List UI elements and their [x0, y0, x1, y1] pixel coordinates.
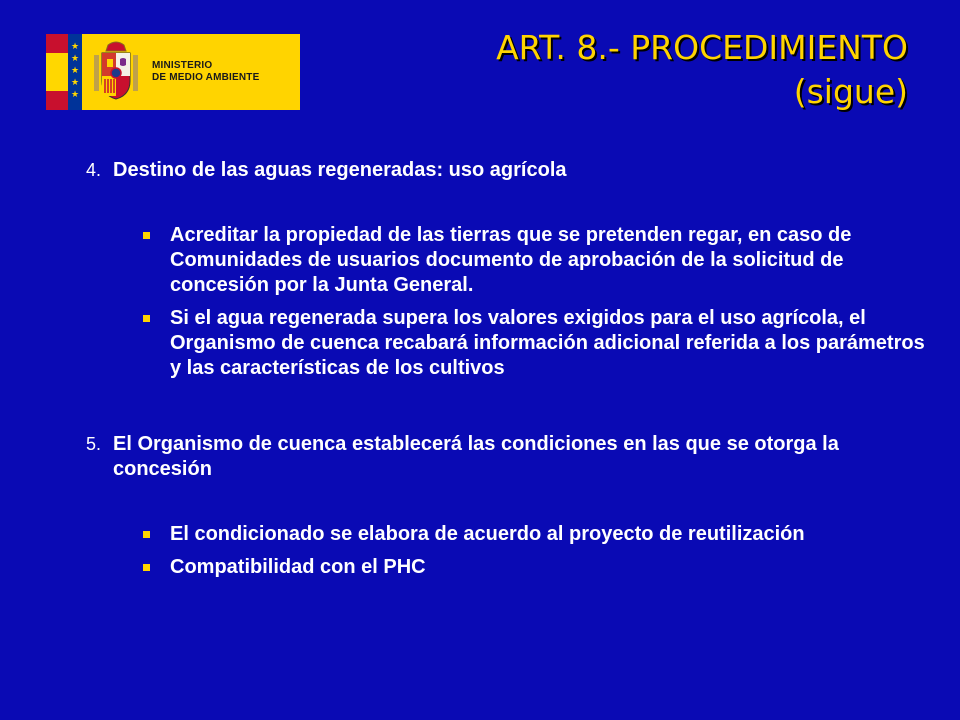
slide-content	[86, 158, 936, 580]
coat-of-arms-icon	[90, 41, 142, 103]
bullet-text: Compatibilidad con el PHC	[170, 556, 426, 578]
list-item	[86, 522, 936, 547]
square-bullet-icon	[143, 315, 150, 322]
section-5	[86, 432, 936, 482]
slide-title	[496, 26, 908, 114]
section-4-bullets	[86, 223, 936, 381]
square-bullet-icon	[143, 232, 150, 239]
list-item	[86, 223, 936, 298]
bullet-text: Si el agua regenerada supera los valores exigidos para el uso agrícola, el Organismo de cuenca recabará información adicional referida a los parámetros y las características de los cultivos	[170, 307, 925, 379]
slide-title-line2: (sigue)	[793, 72, 908, 111]
section-4-heading: Destino de las aguas regeneradas: uso agrícola	[113, 159, 567, 181]
ministry-name	[152, 60, 259, 84]
ministry-logo	[46, 34, 300, 110]
square-bullet-icon	[143, 531, 150, 538]
section-5-heading: El Organismo de cuenca establecerá las condiciones en las que se otorga la concesión	[113, 433, 839, 480]
bullet-text: El condicionado se elabora de acuerdo al proyecto de reutilización	[170, 523, 805, 545]
slide-title-line1: ART. 8.- PROCEDIMIENTO	[496, 28, 908, 67]
section-5-bullets	[86, 522, 936, 580]
square-bullet-icon	[143, 564, 150, 571]
eu-stars-icon: ★ ★ ★ ★ ★	[68, 34, 82, 110]
ministry-name-line2: DE MEDIO AMBIENTE	[152, 72, 260, 83]
bullet-text: Acreditar la propiedad de las tierras que se pretenden regar, en caso de Comunidades de usuarios documento de aprobación de la solicitud de concesión por la Junta General.	[170, 224, 852, 296]
list-item	[86, 555, 936, 580]
section-4	[86, 158, 936, 183]
list-item	[86, 306, 936, 381]
spain-flag-icon	[46, 34, 68, 110]
section-4-number: 4.	[86, 160, 102, 180]
section-5-number: 5.	[86, 434, 102, 454]
ministry-name-line1: MINISTERIO	[152, 60, 213, 71]
